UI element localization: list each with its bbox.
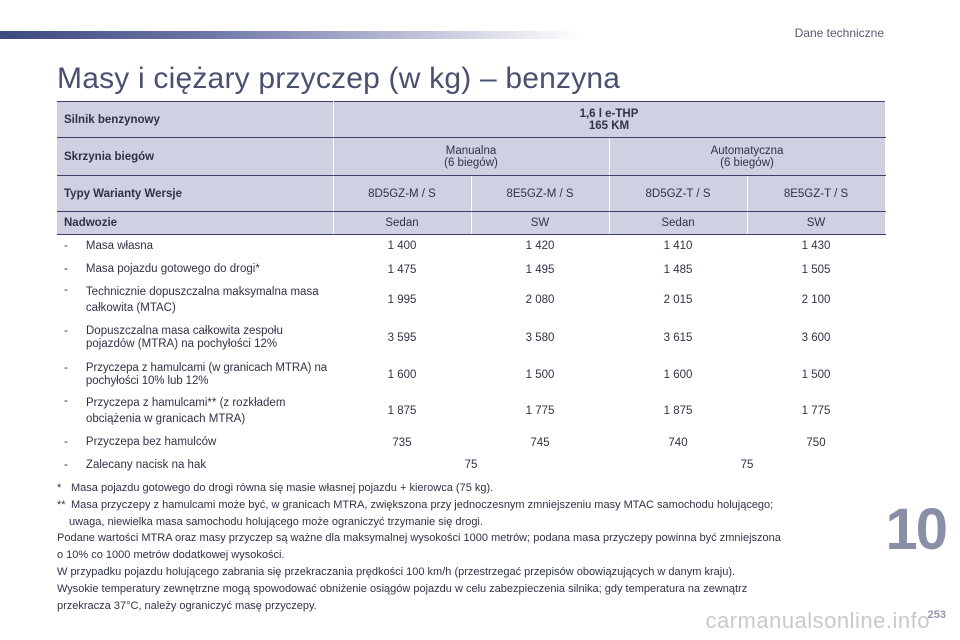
bullet-dash: - [64,436,68,448]
gearbox-manual: Manualna [445,144,497,157]
bullet-dash: - [64,263,68,275]
gearbox-auto-cell [609,138,885,176]
row-label: Przyczepa z hamulcami (w granicach MTRA) na pochyłości 10% lub 12% [85,361,328,387]
gearbox-auto: Automatyczna [710,144,784,157]
type-cell: 8D5GZ-M / S [333,176,471,212]
gearbox-manual-cell [333,138,609,176]
table-row [57,258,885,282]
table-cell: 1 430 [801,240,831,253]
footnote-1: * Masa pojazdu gotowego do drogi równa się masie własnej pojazdu + kierowca (75 kg). [57,482,494,494]
table-cell: 1 410 [663,240,693,253]
bullet-dash: - [64,239,68,252]
footnotes [57,480,887,614]
table-cell: 2 100 [801,293,831,306]
row-label: Przyczepa z hamulcami** (z rozkładem obciążenia w granicach MTRA) [86,397,286,425]
engine-value: 1,6 l e-THP [579,107,639,120]
section-label: Dane techniczne [794,26,884,40]
row-label: Zalecany nacisk na hak [85,458,207,471]
engine-power: 165 KM [588,119,630,132]
table-row [57,359,885,391]
row-label: Masa własna [85,239,154,252]
gearbox-row [57,138,885,176]
table-cell: 1 875 [663,405,693,417]
bullet-dash: - [64,325,68,337]
table-cell: 2 015 [663,293,693,306]
type-cell: 8D5GZ-T / S [609,176,747,212]
gearbox-label: Skrzynia biegów [57,138,333,176]
body-cell: SW [747,212,885,235]
table-cell: 1 500 [801,368,831,381]
table-cell: 1 420 [525,240,555,253]
bullet-dash: - [64,395,68,407]
table-row [57,432,885,454]
note-temperature: Wysokie temperatury zewnętrzne mogą spowodować obniżenie osiągów pojazdu w celu zabezpieczenia silnika; gdy temperatura na zewnątrz [57,582,748,595]
row-label: Technicznie dopuszczalna maksymalna masa całkowita (MTAC) [85,285,319,314]
table-cell: 75 [464,459,478,471]
table-cell: 1 500 [525,368,555,381]
table-cell: 745 [530,436,550,449]
row-label: Dopuszczalna masa całkowita zespołu pojazdów (MTRA) na pochyłości 12% [86,325,283,350]
type-cell: 8E5GZ-M / S [471,176,609,212]
table-cell: 735 [392,436,412,449]
table-row [57,282,885,318]
table-cell: 1 600 [387,368,417,381]
body-cell: SW [471,212,609,235]
page-title: Masy i ciężary przyczep (w kg) – benzyna [57,62,621,95]
table-cell: 75 [740,459,754,471]
engine-row [57,102,885,138]
table-cell: 1 775 [801,405,831,417]
table-cell: 3 580 [525,332,555,344]
body-cell: Sedan [333,212,471,235]
footnote-2-cont: uwaga, niewielka masa samochodu holującego może ograniczyć trzymanie się drogi. [69,515,483,528]
bullet-dash: - [64,361,68,374]
note-altitude: Podane wartości MTRA oraz masy przyczep są ważne dla maksymalnej wysokości 1000 metrów; podana masa przyczepy powinna być zmniejszona [57,532,781,545]
note-temperature-cont: przekracza 37°C, należy ograniczyć masę przyczepy. [57,599,317,612]
engine-cell [333,102,885,138]
note-altitude-cont: o 10% co 1000 metrów dodatkowej wysokości. [57,549,285,562]
row-label: Masa pojazdu gotowego do drogi* [85,263,260,275]
type-cell: 8E5GZ-T / S [747,176,885,212]
types-row [57,176,885,212]
table-cell: 1 495 [525,263,555,276]
weights-table [57,101,886,477]
body-label: Nadwozie [57,212,333,235]
body-row [57,212,885,235]
gearbox-auto-sub: (6 biegów) [720,156,774,169]
table-cell: 740 [668,436,688,449]
body-cell: Sedan [609,212,747,235]
table-cell: 1 505 [801,263,831,276]
bullet-dash: - [64,458,68,471]
table-cell: 750 [806,436,826,449]
page-number: 253 [927,609,946,621]
table-cell: 1 995 [387,293,417,306]
table-cell: 2 080 [525,293,555,306]
table-row [57,235,885,258]
table-cell: 1 875 [387,405,417,417]
bullet-dash: - [64,283,68,296]
table-row [57,318,885,359]
chapter-number: 10 [885,497,946,562]
table-cell: 3 600 [801,332,831,344]
table-cell: 1 475 [387,263,417,276]
table-row [57,454,885,477]
engine-label: Silnik benzynowy [57,102,333,138]
note-speed: W przypadku pojazdu holującego zabrania się przekraczania prędkości 100 km/h (przestrzegać przepisów obowiązujących w danym kraju). [57,565,736,578]
table-cell: 3 595 [387,332,417,344]
watermark: carmanualsonline.info [705,608,930,633]
row-label: Przyczepa bez hamulców [85,436,217,448]
types-label: Typy Warianty Wersje [57,176,333,212]
table-cell: 1 485 [663,263,693,276]
table-cell: 1 600 [663,368,693,381]
table-row [57,391,885,432]
table-cell: 3 615 [663,332,693,344]
table-cell: 1 400 [387,240,417,253]
gearbox-manual-sub: (6 biegów) [444,156,498,169]
footnote-2: ** Masa przyczepy z hamulcami może być, w granicach MTRA, zwiększona przy jednoczesnym zmniejszeniu masy MTAC samochodu holującego; [57,498,774,511]
table-cell: 1 775 [525,405,555,417]
header-gradient-bar [0,31,580,39]
